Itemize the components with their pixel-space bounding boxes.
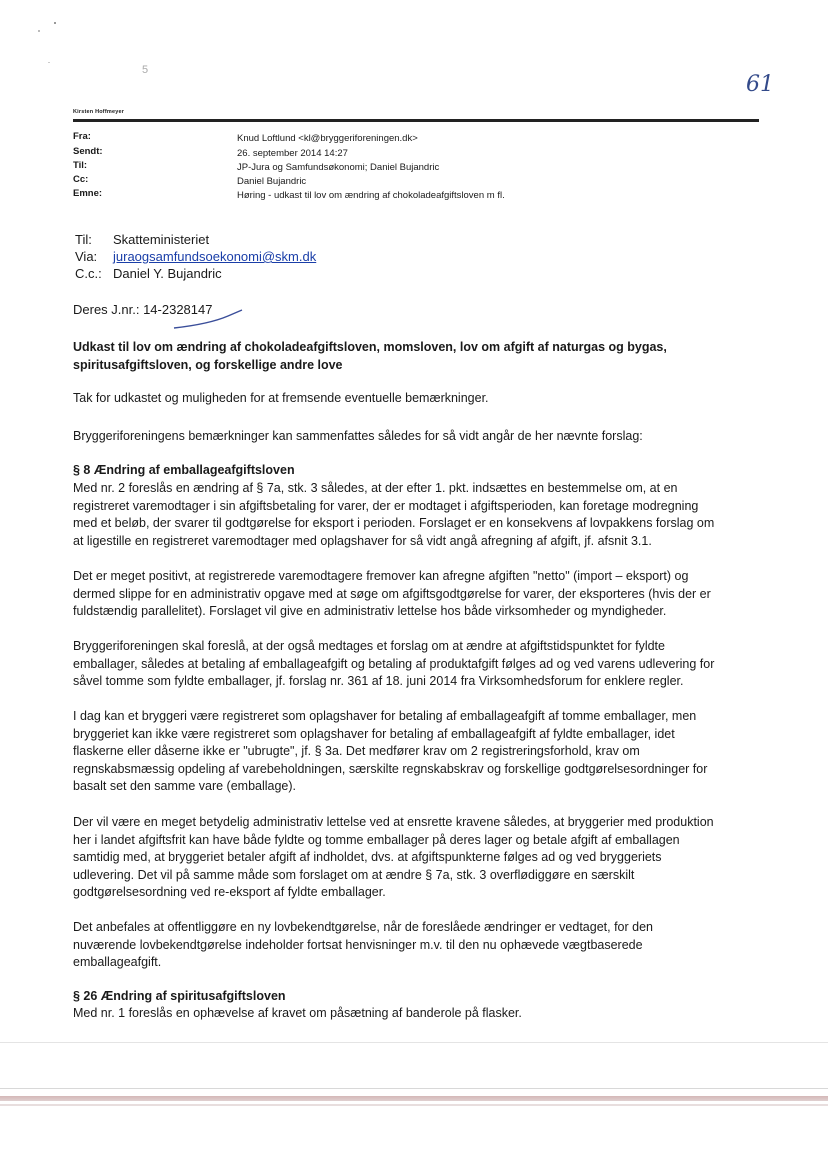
header-subject-label: Emne: bbox=[73, 188, 103, 199]
scan-artifact-line bbox=[0, 1104, 828, 1106]
header-cc-value: Daniel Bujandric bbox=[237, 176, 307, 187]
summary-text: Bryggeriforeningens bemærkninger kan sammenfattes således for så vidt angår de her nævnte forslag: bbox=[73, 429, 643, 443]
paragraph-line: Det er meget positivt, at registrerede varemodtagere fremover kan afregne afgiften "netto" (import – eksport) og bbox=[73, 569, 689, 583]
paragraph-line: Bryggeriforeningen skal foreslå, at der også medtages et forslag om at ændre at afgiftstidspunktet for fyldte bbox=[73, 639, 665, 653]
paragraph-line: med et beløb, der svarer til godtgørelse for eksport i perioden. Forslaget er en konsekvens af lovpakkens forslag om bbox=[73, 516, 715, 530]
paragraph-line: samtidig med, at bryggeriet betaler afgift af indholdet, dvs. at afgiftspunkterne følges ad og ved bryggeriets bbox=[73, 850, 662, 864]
paragraph-line: emballager, således at betaling af emballageafgift og betaling af produktafgift følges ad og ved varens udlevering for bbox=[73, 656, 715, 671]
paragraph bbox=[73, 568, 763, 621]
paragraph-line: nuværende lovbekendtgørelse indeholder fortsat henvisninger m.v. til den nu ophævede vægtbaserede bbox=[73, 937, 643, 952]
scan-speck bbox=[38, 30, 40, 32]
header-to-value: JP-Jura og Samfundsøkonomi; Daniel Bujandric bbox=[237, 162, 440, 173]
paragraph-line: I dag kan et bryggeri være registreret som oplagshaver for betaling af emballageafgift af tomme emballager, men bbox=[73, 709, 697, 723]
address-cc-value: Daniel Y. Bujandric bbox=[113, 266, 222, 281]
scan-speck bbox=[48, 62, 50, 63]
pen-stroke-underline bbox=[170, 306, 245, 334]
paragraph bbox=[73, 919, 763, 972]
paragraph-line: her i landet afgiftsfrit kan have både fyldte og tomme emballager på deres lager og betale afgift af emballagen bbox=[73, 832, 680, 847]
scan-artifact-line bbox=[0, 1088, 828, 1089]
paragraph-line: at ligestille en registreret varemodtager med oplagshaver for så vidt angå afregning af afgift, jf. afsnit 3.1. bbox=[73, 533, 652, 548]
paragraph-line: Der vil være en meget betydelig administrativ lettelse ved at ensrette kravene således, at bryggerier med produktion bbox=[73, 815, 714, 829]
top-mark: 5 bbox=[142, 64, 149, 76]
header-rule bbox=[73, 119, 759, 122]
document-title bbox=[73, 339, 763, 374]
paragraph-line: godtgørelsesordning ved re-eksport af fyldte emballager. bbox=[73, 885, 386, 899]
address-via-label: Via: bbox=[75, 249, 98, 264]
section-heading-spiritus: § 26 Ændring af spiritusafgiftsloven bbox=[73, 989, 286, 1003]
paragraph bbox=[73, 708, 763, 796]
section-heading-emballage: § 8 Ændring af emballageafgiftsloven bbox=[73, 463, 295, 477]
address-cc-label: C.c.: bbox=[75, 266, 102, 281]
paragraph bbox=[73, 480, 763, 550]
document-title-line: Udkast til lov om ændring af chokoladeafgiftsloven, momsloven, lov om afgift af naturgas og bygas, bbox=[73, 340, 667, 354]
sender-name: Kirsten Hoffmeyer bbox=[73, 109, 125, 115]
paragraph-line: bryggeriet kan ikke være registreret som oplagshaver for betaling af emballageafgift af fyldte emballager, idet bbox=[73, 726, 675, 741]
paragraph-line: Det anbefales at offentliggøre en ny lovbekendtgørelse, når de foreslåede ændringer er vedtaget, for den bbox=[73, 920, 653, 934]
header-cc-label: Cc: bbox=[73, 174, 89, 185]
scan-artifact-band bbox=[0, 1096, 828, 1101]
header-from-label: Fra: bbox=[73, 131, 91, 142]
paragraph-line: Med nr. 2 foreslås en ændring af § 7a, stk. 3 således, at der efter 1. pkt. indsættes en bestemmelse om, at en bbox=[73, 481, 678, 495]
document-title-line: spiritusafgiftsloven, og forskellige andre love bbox=[73, 357, 343, 372]
paragraph bbox=[73, 638, 763, 691]
address-to-label: Til: bbox=[75, 232, 92, 247]
scan-artifact-line bbox=[0, 1042, 828, 1043]
paragraph-line: flaskerne eller dåserne ikke er "ubrugte", jf. § 3a. Det medfører krav om 2 registreringsforhold, krav om bbox=[73, 744, 640, 758]
address-via-email-link[interactable]: juraogsamfundsoekonomi@skm.dk bbox=[113, 249, 317, 264]
header-sent-value: 26. september 2014 14:27 bbox=[237, 148, 348, 159]
page-number: 61 bbox=[746, 72, 774, 97]
reference-number: Deres J.nr.: 14-2328147 bbox=[73, 302, 213, 317]
paragraph-line: registreret varemodtager i sin afgiftsbetaling for varer, der er modtaget i afgiftsperioden, kan foretage modregning bbox=[73, 498, 699, 513]
header-sent-label: Sendt: bbox=[73, 146, 103, 157]
scan-speck bbox=[54, 22, 56, 24]
paragraph-line: basalt set den samme vare (emballage). bbox=[73, 779, 297, 793]
paragraph-line: emballageafgift. bbox=[73, 955, 162, 969]
header-from-value: Knud Loftlund <kl@bryggeriforeningen.dk> bbox=[237, 133, 418, 144]
header-subject-value: Høring - udkast til lov om ændring af chokoladeafgiftsloven m fl. bbox=[237, 190, 505, 201]
intro-text: Tak for udkastet og muligheden for at fremsende eventuelle bemærkninger. bbox=[73, 391, 489, 405]
paragraph-line: såvel tomme som fyldte emballager, jf. forslag nr. 361 af 18. juni 2014 fra Virksomhedsforum for enklere regler. bbox=[73, 674, 684, 688]
paragraph-line: regnskabsmæssig opdeling af varebeholdningen, særskilte regnskabskrav og forskellige godtgørelsesordninger for bbox=[73, 761, 708, 776]
paragraph-line: dermed slippe for en administrativ opgave med at søge om afgiftsgodtgørelse for varer, der eksporteres (hvis der er bbox=[73, 586, 711, 601]
paragraph-line: fuldstændig parallelitet). Forslaget vil give en administrativ lettelse hos både virksomheder og myndigheder. bbox=[73, 604, 667, 618]
paragraph bbox=[73, 814, 763, 902]
paragraph-line: udlevering. Det vil på samme måde som forslaget om at ændre § 7a, stk. 3 overflødiggøre en særskilt bbox=[73, 867, 635, 882]
header-to-label: Til: bbox=[73, 160, 88, 171]
address-to-value: Skatteministeriet bbox=[113, 232, 210, 247]
paragraph: Med nr. 1 foreslås en ophævelse af kravet om påsætning af banderole på flasker. bbox=[73, 1006, 522, 1020]
